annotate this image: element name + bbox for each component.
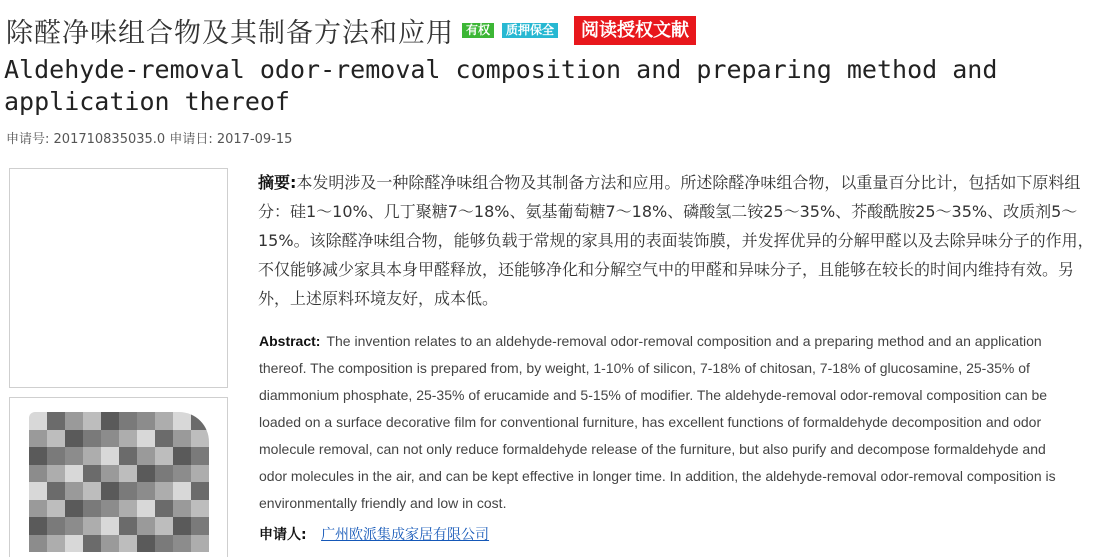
app-date-value: 2017-09-15 [216, 132, 293, 147]
abstract-en-label: Abstract: [259, 333, 321, 349]
mosaic-cell [101, 447, 119, 465]
mosaic-cell [119, 517, 137, 535]
mosaic-cell [173, 500, 191, 518]
mosaic-cell [155, 517, 173, 535]
figure-placeholder-panel [9, 168, 228, 388]
applicant-label: 申请人: [259, 527, 307, 543]
mosaic-cell [83, 430, 101, 448]
qr-code-panel [9, 397, 228, 557]
mosaic-cell [47, 447, 65, 465]
mosaic-cell [65, 465, 83, 483]
mosaic-cell [47, 430, 65, 448]
mosaic-cell [191, 482, 209, 500]
mosaic-cell [155, 500, 173, 518]
mosaic-cell [47, 517, 65, 535]
mosaic-cell [173, 535, 191, 553]
mosaic-cell [137, 412, 155, 430]
mosaic-cell [83, 482, 101, 500]
pixelated-qr-code-image [29, 412, 209, 552]
mosaic-cell [191, 465, 209, 483]
mosaic-cell [137, 500, 155, 518]
mosaic-cell [47, 482, 65, 500]
mosaic-cell [83, 517, 101, 535]
mosaic-cell [65, 430, 83, 448]
page-title-cn: 除醛净味组合物及其制备方法和应用 [6, 17, 454, 49]
mosaic-cell [101, 482, 119, 500]
mosaic-cell [173, 430, 191, 448]
mosaic-cell [191, 447, 209, 465]
mosaic-cell [191, 535, 209, 553]
abstract-cn-text: 本发明涉及一种除醛净味组合物及其制备方法和应用。所述除醛净味组合物，以重量百分比计，包括如下原料组分：硅1～10%、几丁聚糖7～18%、氨基葡萄糖7～18%、磷酸氢二铵25～35%、芥酸酰胺25～35%、改质剂5～15%。该除醛净味组合物，能够负载于常规的家具用的表面装饰膜，并发挥优异的分解甲醛以及去除异味分子的作用，不仅能够减少家具本身甲醛释放，还能够净化和分解空气中的甲醛和异味分子，且能够在较长的时间内维持有效。另外，上述原料环境友好，成本低。 [258, 173, 1094, 308]
app-no-value: 201710835035.0 [53, 132, 166, 147]
app-no-label: 申请号: [6, 132, 50, 147]
mosaic-cell [137, 430, 155, 448]
mosaic-cell [29, 500, 47, 518]
mosaic-cell [155, 535, 173, 553]
abstract-en-text: The invention relates to an aldehyde-removal odor-removal composition and a preparing method and an application thereof. The composition is prepared from, by weight, 1-10% of silicon, 7-18% of chitosan, 7-18% of glucosamine, 25-35% of diammonium phosphate, 25-35% of erucamide and 5-15% of modifier. The aldehyde-removal odor-removal composition can be loaded on a surface decorative film for conventional furniture, has excellent functions of formaldehyde decomposition and odor molecule removal, can not only reduce formaldehyde release of the furniture, but also purify and decompose formaldehyde and odor molecules in the air, and can be kept effective in longer time. In addition, the aldehyde-removal odor-removal composition is environmentally friendly and low in cost. [259, 333, 1056, 511]
mosaic-cell [83, 535, 101, 553]
mosaic-cell [101, 412, 119, 430]
mosaic-cell [65, 412, 83, 430]
mosaic-cell [173, 447, 191, 465]
abstract-cn [258, 168, 1103, 313]
mosaic-cell [29, 430, 47, 448]
app-date-label: 申请日: [169, 132, 213, 147]
read-authorized-document-button[interactable]: 阅读授权文献 [574, 16, 696, 45]
mosaic-cell [137, 482, 155, 500]
mosaic-cell [47, 465, 65, 483]
page-title-en: Aldehyde-removal odor-removal composition and preparing method and application thereof [4, 55, 998, 116]
mosaic-cell [65, 500, 83, 518]
mosaic-cell [65, 517, 83, 535]
mosaic-cell [83, 412, 101, 430]
mosaic-cell [101, 430, 119, 448]
applicant-row [259, 524, 489, 544]
abstract-en [259, 328, 1077, 517]
mosaic-cell [173, 465, 191, 483]
mosaic-cell [119, 500, 137, 518]
mosaic-cell [29, 447, 47, 465]
mosaic-cell [83, 500, 101, 518]
mosaic-cell [155, 447, 173, 465]
mosaic-cell [29, 535, 47, 553]
mosaic-cell [119, 535, 137, 553]
mosaic-cell [155, 412, 173, 430]
mosaic-cell [119, 447, 137, 465]
mosaic-cell [47, 500, 65, 518]
mosaic-cell [29, 482, 47, 500]
application-meta [6, 128, 292, 147]
mosaic-cell [65, 447, 83, 465]
mosaic-cell [155, 430, 173, 448]
mosaic-cell [155, 482, 173, 500]
mosaic-cell [29, 517, 47, 535]
abstract-cn-label: 摘要: [258, 173, 297, 192]
mosaic-cell [101, 465, 119, 483]
mosaic-cell [119, 465, 137, 483]
mosaic-cell [29, 412, 47, 430]
status-badge-pledge: 质押保全 [502, 23, 558, 38]
mosaic-cell [191, 412, 209, 430]
mosaic-cell [137, 465, 155, 483]
mosaic-cell [191, 430, 209, 448]
mosaic-cell [101, 500, 119, 518]
mosaic-cell [119, 430, 137, 448]
mosaic-cell [137, 517, 155, 535]
mosaic-cell [155, 465, 173, 483]
status-badge-valid: 有权 [462, 23, 494, 38]
mosaic-cell [83, 447, 101, 465]
mosaic-cell [101, 535, 119, 553]
mosaic-cell [47, 535, 65, 553]
mosaic-cell [83, 465, 101, 483]
mosaic-cell [191, 517, 209, 535]
title-row [6, 10, 696, 50]
applicant-link[interactable]: 广州欧派集成家居有限公司 [321, 527, 490, 543]
mosaic-cell [191, 500, 209, 518]
mosaic-cell [137, 447, 155, 465]
mosaic-cell [173, 482, 191, 500]
mosaic-cell [119, 482, 137, 500]
mosaic-cell [65, 535, 83, 553]
mosaic-cell [65, 482, 83, 500]
mosaic-cell [29, 465, 47, 483]
mosaic-cell [119, 412, 137, 430]
mosaic-cell [173, 517, 191, 535]
mosaic-cell [101, 517, 119, 535]
mosaic-cell [173, 412, 191, 430]
mosaic-cell [137, 535, 155, 553]
mosaic-cell [47, 412, 65, 430]
